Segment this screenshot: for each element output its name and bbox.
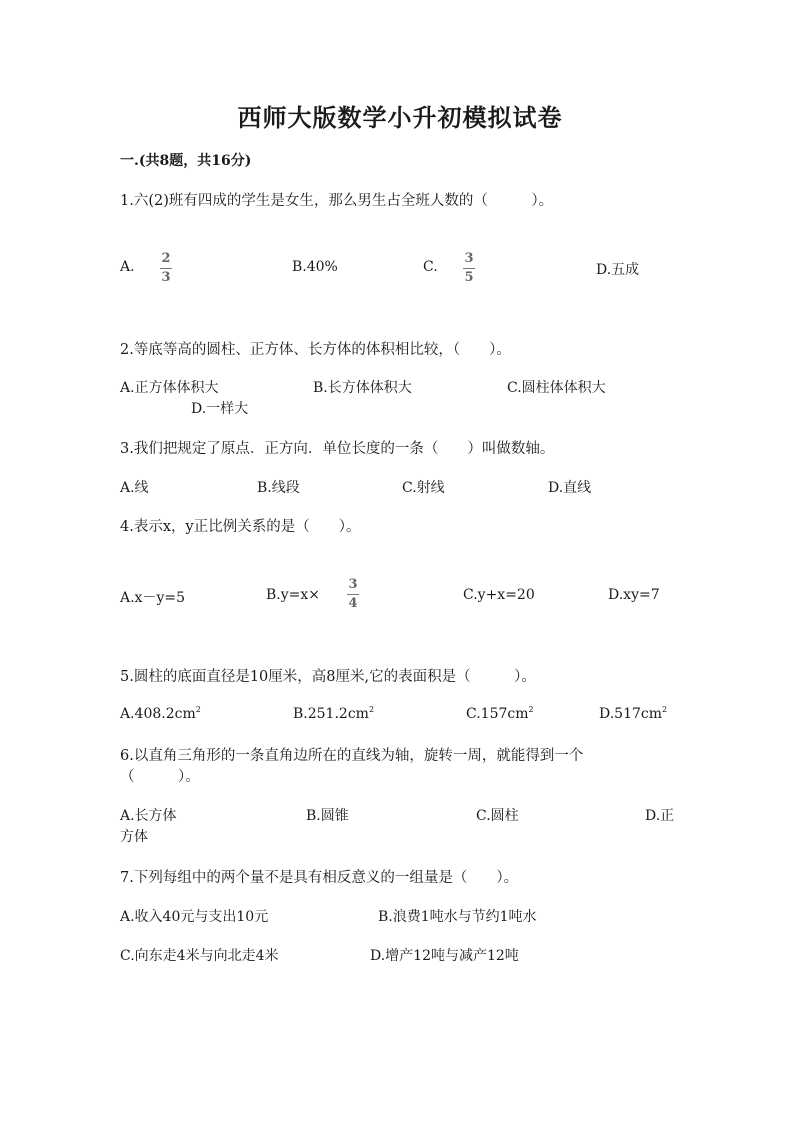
- q2-option-c: C.圆柱体体积大: [507, 380, 606, 396]
- q2-option-b: B.长方体体积大: [313, 380, 412, 396]
- q7-option-b: B.浪费1吨水与节约1吨水: [378, 909, 537, 925]
- q5-option-c-text: C.157cm: [466, 706, 529, 722]
- exam-title: 西师大版数学小升初模拟试卷: [237, 103, 563, 132]
- q4-option-a: A.x－y=5: [120, 590, 186, 606]
- fraction-bar: [347, 594, 359, 595]
- q7-option-a: A.收入40元与支出10元: [120, 909, 269, 925]
- section-header: 一.(共8题，共16分): [120, 153, 252, 169]
- fraction-numerator: 3: [464, 251, 474, 266]
- q7-option-c: C.向东走4米与向北走4米: [120, 948, 279, 964]
- q1-option-d: D.五成: [596, 262, 640, 278]
- q3-option-c: C.射线: [402, 480, 445, 496]
- q4-option-b: B.y=x×: [266, 587, 321, 603]
- q3-option-d: D.直线: [548, 480, 592, 496]
- q1-option-c-fraction: [463, 252, 475, 285]
- q6-option-d-line1: D.正: [645, 808, 675, 824]
- q4-option-d: D.xy=7: [608, 587, 660, 603]
- superscript: 2: [528, 705, 534, 714]
- question-5-stem: 5.圆柱的底面直径是10厘米，高8厘米,它的表面积是（ ）。: [120, 669, 536, 685]
- question-3-stem: 3.我们把规定了原点．正方向．单位长度的一条（ ）叫做数轴。: [120, 441, 555, 457]
- q1-option-a-label: A.: [120, 259, 135, 275]
- q6-option-a: A.长方体: [120, 808, 177, 824]
- q5-option-d: [599, 705, 667, 722]
- question-6-stem-line2: （ ）。: [120, 769, 200, 785]
- q3-option-a: A.线: [120, 480, 149, 496]
- q2-option-a: A.正方体体积大: [120, 380, 219, 396]
- q5-option-b: [293, 705, 374, 722]
- superscript: 2: [195, 705, 201, 714]
- fraction-numerator: 3: [348, 577, 358, 592]
- q2-option-d: D.一样大: [191, 401, 249, 417]
- q6-option-d-line2: 方体: [120, 829, 148, 845]
- q3-option-b: B.线段: [257, 480, 300, 496]
- q1-option-a-fraction: [160, 252, 172, 285]
- fraction-denominator: 5: [464, 270, 474, 285]
- superscript: 2: [368, 705, 375, 714]
- q5-option-a: [120, 705, 201, 722]
- q5-option-a-text: A.408.2cm: [120, 706, 196, 722]
- question-4-stem: 4.表示x，y正比例关系的是（ ）。: [120, 519, 361, 535]
- question-1-stem: 1.六(2)班有四成的学生是女生，那么男生占全班人数的（ ）。: [120, 193, 554, 209]
- question-2-stem: 2.等底等高的圆柱、正方体、长方体的体积相比较，（ ）。: [120, 342, 511, 358]
- q1-option-c-label: C.: [423, 259, 438, 275]
- fraction-numerator: 2: [161, 251, 171, 266]
- q5-option-b-text: B.251.2cm: [293, 706, 369, 722]
- q6-option-c: C.圆柱: [476, 808, 519, 824]
- q5-option-c: [466, 705, 534, 722]
- q4-option-b-fraction: [347, 578, 359, 611]
- q7-option-d: D.增产12吨与减产12吨: [370, 948, 519, 964]
- q1-option-b: B.40%: [292, 259, 338, 275]
- superscript: 2: [662, 705, 668, 714]
- fraction-denominator: 4: [348, 596, 358, 611]
- question-6-stem-line1: 6.以直角三角形的一条直角边所在的直线为轴，旋转一周，就能得到一个: [120, 748, 584, 764]
- q6-option-b: B.圆锥: [306, 808, 349, 824]
- q4-option-c: C.y+x=20: [463, 587, 535, 603]
- question-7-stem: 7.下列每组中的两个量不是具有相反意义的一组量是（ ）。: [120, 870, 519, 886]
- fraction-bar: [463, 268, 475, 269]
- fraction-bar: [160, 268, 172, 269]
- fraction-denominator: 3: [161, 270, 171, 285]
- q5-option-d-text: D.517cm: [599, 706, 663, 722]
